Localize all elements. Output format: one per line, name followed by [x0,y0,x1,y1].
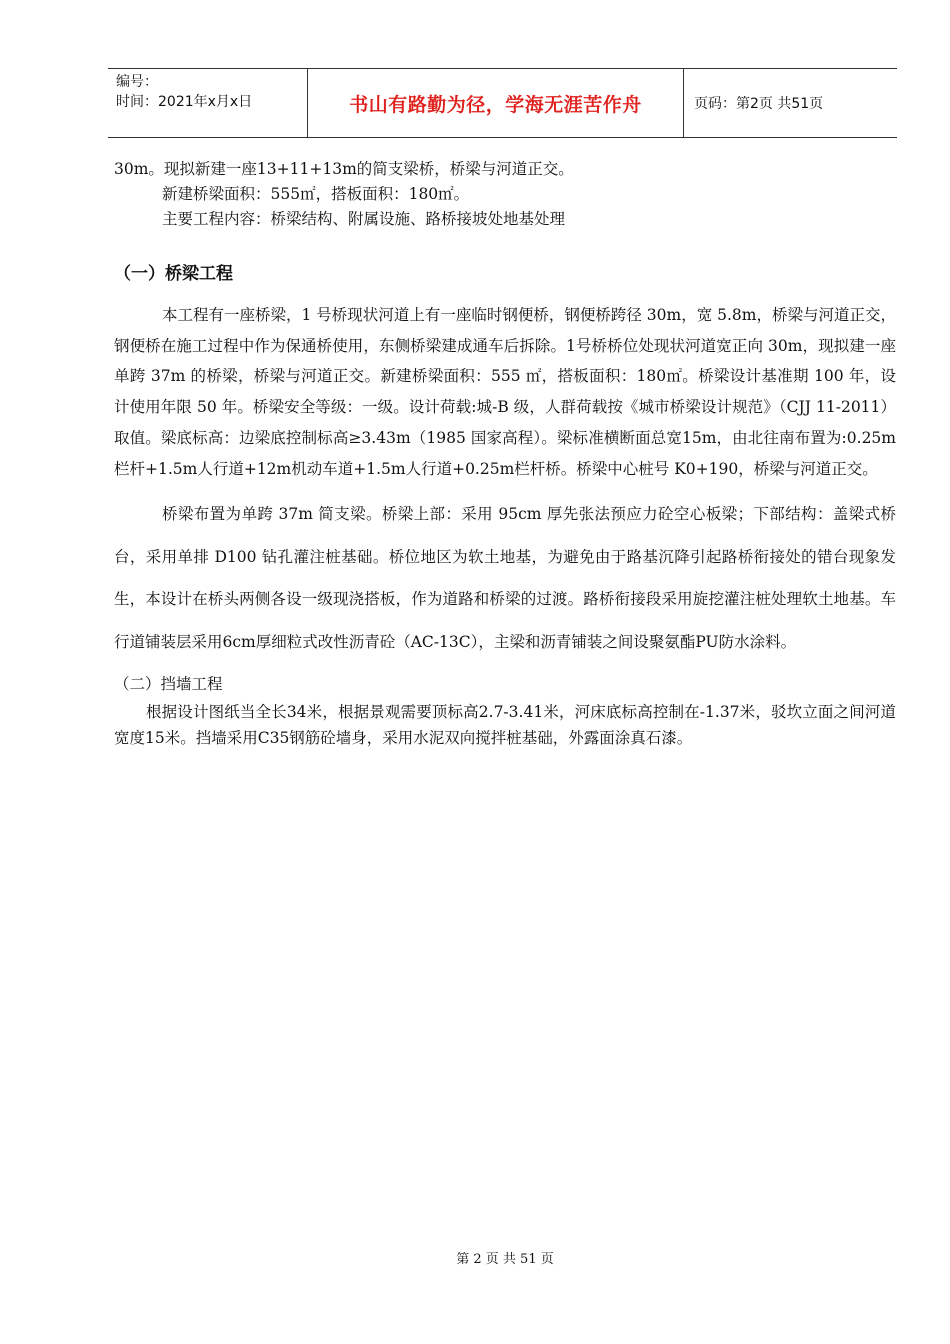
intro-line-3: 主要工程内容：桥梁结构、附属设施、路桥接坡处地基处理 [162,210,566,228]
header-motto: 书山有路勤为径，学海无涯苦作舟 [308,69,684,137]
intro-line-2: 新建桥梁面积：555㎡，搭板面积：180㎡。 [162,185,470,203]
document-number: 编号： [116,74,158,90]
section-1-paragraph-2: 桥梁布置为单跨 37m 简支梁。桥梁上部：采用 95cm 厚先张法预应力砼空心板梁；下部结构：盖梁式桥台，采用单排 D100 钻孔灌注桩基础。桥位地区为软土地基，为避免由于路基沉降引起路桥衔接处的错台现象发生，本设计在桥头两侧各设一级现浇搭板，作为道路和桥梁的过渡。路桥衔接段采用旋挖灌注桩处理软土地基。车行道铺装层采用6cm厚细粒式改性沥青砼（AC-13C），主梁和沥青铺装之间设聚氨酯PU防水涂料。 [114,505,896,651]
page-header [108,68,897,138]
intro-line-1: 30m。现拟新建一座13+11+13m的简支梁桥，桥梁与河道正交。 [114,160,574,178]
section-2-heading: （二）挡墙工程 [114,675,223,694]
document-time: 时间：2021年x月x日 [116,94,253,110]
page-footer: 第 2 页 共 51 页 [456,1252,554,1267]
section-2-paragraph-1: 根据设计图纸当全长34米，根据景观需要顶标高2.7-3.41米，河床底标高控制在-1.37米，驳坎立面之间河道宽度15米。挡墙采用C35钢筋砼墙身，采用水泥双向搅拌桩基础，外露面涂真石漆。 [114,703,896,748]
section-1-paragraph-1: 本工程有一座桥梁，1 号桥现状河道上有一座临时钢便桥，钢便桥跨径 30m，宽 5.8m，桥梁与河道正交，钢便桥在施工过程中作为保通桥使用，东侧桥梁建成通车后拆除。1号桥桥位处现状河道宽正向 30m，现拟建一座单跨 37m 的桥梁，桥梁与河道正交。新建桥梁面积：555 ㎡，搭板面积：180㎡。桥梁设计基准期 100 年，设计使用年限 50 年。桥梁安全等级：一级。设计荷载:城-B 级，人群荷载按《城市桥梁设计规范》（CJJ 11-2011）取值。梁底标高：边梁底控制标高≥3.43m（1985 国家高程）。梁标准横断面总宽15m，由北往南布置为:0.25m栏杆+1.5m人行道+12m机动车道+1.5m人行道+0.25m栏杆桥。桥梁中心桩号 K0+190，桥梁与河道正交。 [114,306,896,478]
section-1-heading: （一）桥梁工程 [114,264,233,284]
document-body [114,157,896,751]
header-meta [108,69,308,137]
header-page-info: 页码：第2页 共51页 [694,96,824,112]
